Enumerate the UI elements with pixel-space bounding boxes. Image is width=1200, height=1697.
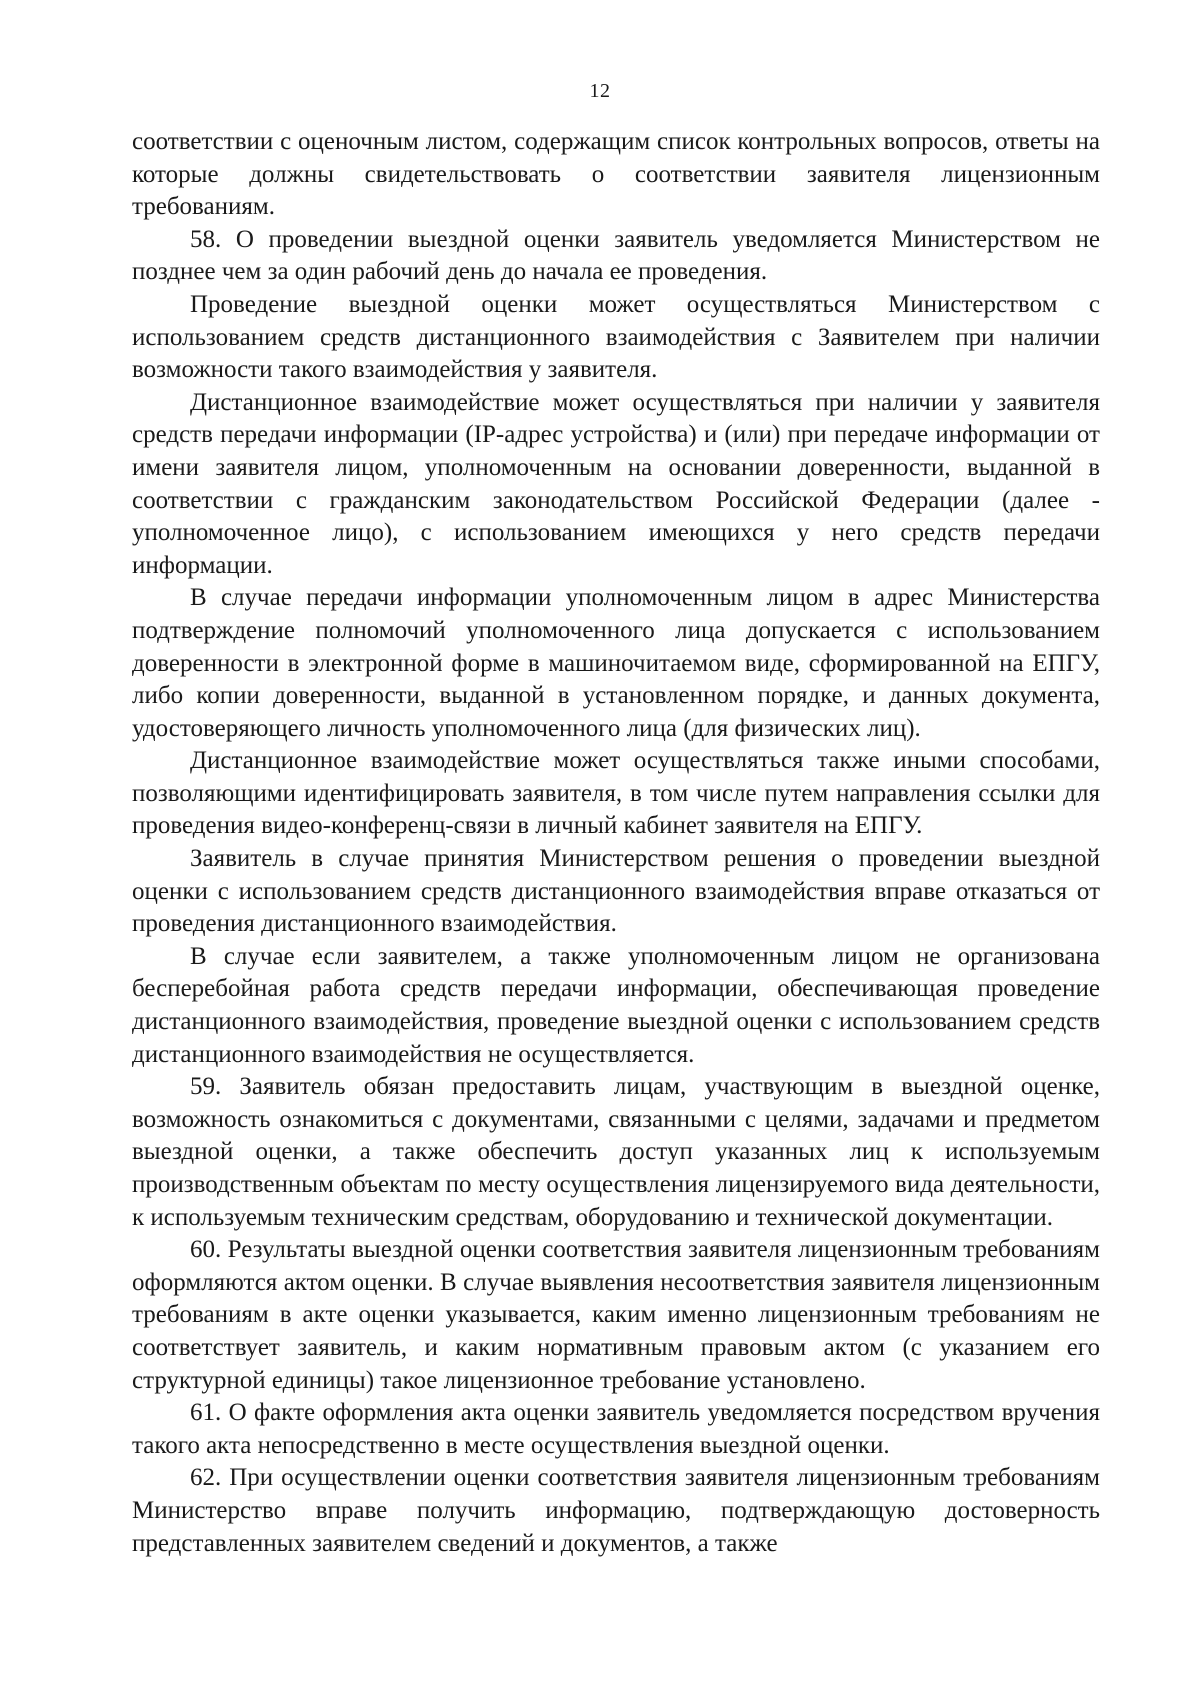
paragraph-remote-interaction: Дистанционное взаимодействие может осуществляться при наличии у заявителя средств передачи информации (IP-адрес устройства) и (или) при передаче информации от имени заявителя лицом, уполномоченным на основании доверенности, выданной в соответствии с гражданским законодательством Российской Федерации (далее - уполномоченное лицо), с использованием имеющихся у него средств передачи информации. — [132, 388, 1100, 579]
paragraph-item-58: 58. О проведении выездной оценки заявитель уведомляется Министерством не позднее чем за один рабочий день до начала ее проведения. — [132, 225, 1100, 286]
page-number: 12 — [589, 80, 611, 102]
paragraph-other-methods: Дистанционное взаимодействие может осуществляться также иными способами, позволяющими идентифицировать заявителя, в том числе путем направления ссылки для проведения видео-конференц-связи в личный кабинет заявителя на ЕПГУ. — [132, 747, 1100, 840]
document-body — [132, 126, 1100, 1560]
paragraph-refusal: Заявитель в случае принятия Министерством решения о проведении выездной оценки с использованием средств дистанционного взаимодействия вправе отказаться от проведения дистанционного взаимодействия. — [132, 845, 1100, 938]
paragraph-not-organized: В случае если заявителем, а также уполномоченным лицом не организована бесперебойная работа средств передачи информации, обеспечивающая проведение дистанционного взаимодействия, проведение выездной оценки с использованием средств дистанционного взаимодействия не осуществляется. — [132, 942, 1100, 1068]
paragraph-remote-assessment: Проведение выездной оценки может осуществляться Министерством с использованием средств дистанционного взаимодействия с Заявителем при наличии возможности такого взаимодействия у заявителя. — [132, 290, 1100, 384]
paragraph-authorized-person: В случае передачи информации уполномоченным лицом в адрес Министерства подтверждение полномочий уполномоченного лица допускается с использованием доверенности в электронной форме в машиночитаемом виде, сформированной на ЕПГУ, либо копии доверенности, выданной в установленном порядке, и данных документа, удостоверяющего личность уполномоченного лица (для физических лиц). — [132, 584, 1100, 742]
paragraph-continuation: соответствии с оценочным листом, содержащим список контрольных вопросов, ответы на которые должны свидетельствовать о соответствии заявителя лицензионным требованиям. — [132, 128, 1100, 221]
paragraph-item-61: 61. О факте оформления акта оценки заявитель уведомляется посредством вручения такого акта непосредственно в месте осуществления выездной оценки. — [132, 1399, 1100, 1459]
paragraph-item-62: 62. При осуществлении оценки соответствия заявителя лицензионным требованиям Министерство вправе получить информацию, подтверждающую достоверность представленных заявителем сведений и документов, а также — [132, 1464, 1100, 1557]
paragraph-item-60: 60. Результаты выездной оценки соответствия заявителя лицензионным требованиям оформляются актом оценки. В случае выявления несоответствия заявителя лицензионным требованиям в акте оценки указывается, каким именно лицензионным требованиям не соответствует заявитель, и каким нормативным правовым актом (с указанием его структурной единицы) такое лицензионное требование установлено. — [132, 1236, 1100, 1394]
paragraph-item-59: 59. Заявитель обязан предоставить лицам, участвующим в выездной оценке, возможность ознакомиться с документами, связанными с целями, задачами и предметом выездной оценки, а также обеспечить доступ указанных лиц к используемым производственным объектам по месту осуществления лицензируемого вида деятельности, к используемым техническим средствам, оборудованию и технической документации. — [132, 1073, 1100, 1231]
